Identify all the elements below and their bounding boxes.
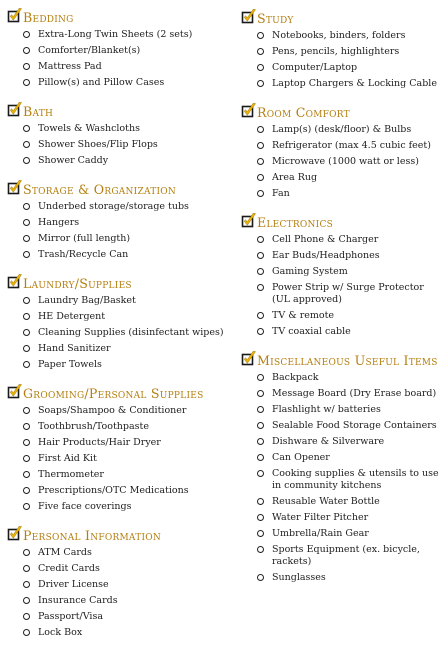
checkmark-box-icon: [241, 8, 257, 26]
checklist-items: [241, 234, 443, 338]
item-label: Dishware & Silverware: [272, 436, 385, 447]
circle-bullet-icon: [257, 514, 264, 521]
item-label: Cell Phone & Charger: [272, 234, 379, 245]
circle-bullet-icon: [257, 174, 264, 181]
section-bedding: [7, 6, 233, 89]
section-laundry: [7, 271, 233, 371]
checklist-item: [7, 233, 233, 245]
circle-bullet-icon: [23, 423, 30, 430]
section-title: Bedding: [23, 10, 74, 25]
checklist-item: [241, 78, 443, 90]
left-column: [7, 6, 233, 645]
circle-bullet-icon: [257, 158, 264, 165]
circle-bullet-icon: [23, 235, 30, 242]
item-label: Comforter/Blanket(s): [38, 45, 141, 56]
section-title: Grooming/Personal Supplies: [23, 386, 204, 401]
circle-bullet-icon: [23, 313, 30, 320]
checklist-item: [241, 282, 443, 306]
section-title: Storage & Organization: [23, 182, 177, 197]
section-title: Bath: [23, 104, 54, 119]
circle-bullet-icon: [23, 439, 30, 446]
checklist-item: [241, 172, 443, 184]
circle-bullet-icon: [23, 345, 30, 352]
item-label: Message Board (Dry Erase board): [272, 388, 437, 399]
section-storage: [7, 177, 233, 261]
checklist-items: [7, 547, 233, 639]
item-label: HE Detergent: [38, 311, 106, 322]
checklist-item: [7, 405, 233, 417]
item-label: Insurance Cards: [38, 595, 118, 606]
item-label: Paper Towels: [38, 359, 102, 370]
checklist-item: [241, 512, 443, 524]
circle-bullet-icon: [257, 454, 264, 461]
item-label: Soaps/Shampoo & Conditioner: [38, 405, 187, 416]
circle-bullet-icon: [257, 438, 264, 445]
checklist-item: [7, 45, 233, 57]
circle-bullet-icon: [257, 328, 264, 335]
checklist-item: [241, 188, 443, 200]
section-title: Laundry/Supplies: [23, 276, 132, 291]
circle-bullet-icon: [23, 251, 30, 258]
checklist-item: [241, 572, 443, 584]
section-heading: [241, 348, 443, 368]
section-title: Room Comfort: [257, 105, 350, 120]
circle-bullet-icon: [257, 498, 264, 505]
section-study: [241, 6, 443, 90]
section-title: Electronics: [257, 215, 334, 230]
circle-bullet-icon: [257, 390, 264, 397]
checklist-items: [7, 123, 233, 167]
checklist-items: [241, 124, 443, 200]
item-label: Area Rug: [272, 172, 318, 183]
checklist-items: [7, 201, 233, 261]
item-label: Pens, pencils, highlighters: [272, 46, 400, 57]
checklist-item: [7, 421, 233, 433]
section-heading: [241, 210, 443, 230]
item-label: Credit Cards: [38, 563, 100, 574]
checklist-item: [241, 326, 443, 338]
circle-bullet-icon: [23, 407, 30, 414]
checklist-item: [241, 436, 443, 448]
item-label: Mattress Pad: [38, 61, 102, 72]
item-label: Hand Sanitizer: [38, 343, 111, 354]
circle-bullet-icon: [23, 219, 30, 226]
section-heading: [7, 523, 233, 543]
item-label: Hair Products/Hair Dryer: [38, 437, 161, 448]
checklist-item: [7, 217, 233, 229]
checklist-item: [241, 30, 443, 42]
circle-bullet-icon: [257, 142, 264, 149]
section-heading: [7, 271, 233, 291]
checklist-item: [241, 62, 443, 74]
item-label: ATM Cards: [38, 547, 92, 558]
item-label: Five face coverings: [38, 501, 132, 512]
checklist-item: [7, 501, 233, 513]
checklist-item: [7, 611, 233, 623]
checklist-item: [241, 46, 443, 58]
circle-bullet-icon: [23, 565, 30, 572]
checkmark-box-icon: [241, 102, 257, 120]
circle-bullet-icon: [23, 31, 30, 38]
section-elec: [241, 210, 443, 338]
circle-bullet-icon: [257, 374, 264, 381]
circle-bullet-icon: [23, 297, 30, 304]
circle-bullet-icon: [23, 503, 30, 510]
circle-bullet-icon: [23, 361, 30, 368]
item-label: Lamp(s) (desk/floor) & Bulbs: [272, 124, 412, 135]
section-misc: [241, 348, 443, 584]
checklist-item: [7, 155, 233, 167]
item-label: Computer/Laptop: [272, 62, 358, 73]
item-label: Thermometer: [38, 469, 104, 480]
item-label: Ear Buds/Headphones: [272, 250, 380, 261]
circle-bullet-icon: [23, 487, 30, 494]
circle-bullet-icon: [257, 190, 264, 197]
checklist-items: [7, 29, 233, 89]
item-label: Lock Box: [38, 627, 83, 638]
item-label: Cooking supplies & utensils to use in community kitchens: [272, 468, 439, 491]
circle-bullet-icon: [23, 597, 30, 604]
circle-bullet-icon: [23, 549, 30, 556]
circle-bullet-icon: [23, 141, 30, 148]
item-label: Umbrella/Rain Gear: [272, 528, 369, 539]
item-label: Gaming System: [272, 266, 348, 277]
checkmark-box-icon: [7, 101, 23, 119]
circle-bullet-icon: [257, 268, 264, 275]
item-label: Notebooks, binders, folders: [272, 30, 406, 41]
section-title: Study: [257, 11, 294, 26]
checklist-item: [7, 201, 233, 213]
item-label: Shower Caddy: [38, 155, 109, 166]
checkmark-box-icon: [241, 350, 257, 368]
checklist-item: [241, 310, 443, 322]
checklist-item: [241, 234, 443, 246]
circle-bullet-icon: [257, 32, 264, 39]
circle-bullet-icon: [257, 470, 264, 477]
checklist-item: [7, 311, 233, 323]
item-label: Backpack: [272, 372, 319, 383]
circle-bullet-icon: [23, 203, 30, 210]
checklist-item: [7, 295, 233, 307]
item-label: Flashlight w/ batteries: [272, 404, 381, 415]
checklist-item: [241, 388, 443, 400]
checklist-item: [241, 156, 443, 168]
checklist-item: [7, 485, 233, 497]
circle-bullet-icon: [257, 236, 264, 243]
circle-bullet-icon: [23, 455, 30, 462]
checklist-items: [7, 295, 233, 371]
circle-bullet-icon: [257, 546, 264, 553]
item-label: Microwave (1000 watt or less): [272, 156, 419, 167]
item-label: Towels & Washcloths: [38, 123, 140, 134]
item-label: TV coaxial cable: [272, 326, 351, 337]
checklist-item: [241, 468, 443, 492]
checklist-item: [241, 372, 443, 384]
checklist-item: [7, 437, 233, 449]
item-label: Water Filter Pitcher: [272, 512, 369, 523]
circle-bullet-icon: [257, 80, 264, 87]
checklist-item: [7, 579, 233, 591]
section-personal: [7, 523, 233, 639]
checklist-item: [7, 139, 233, 151]
checklist-item: [7, 77, 233, 89]
checklist-item: [7, 547, 233, 559]
checklist-item: [7, 359, 233, 371]
circle-bullet-icon: [23, 629, 30, 636]
item-label: First Aid Kit: [38, 453, 97, 464]
item-label: Pillow(s) and Pillow Cases: [38, 77, 165, 88]
circle-bullet-icon: [23, 329, 30, 336]
circle-bullet-icon: [257, 284, 264, 291]
checklist-item: [7, 469, 233, 481]
checklist-item: [7, 627, 233, 639]
item-label: Sunglasses: [272, 572, 326, 583]
checklist-item: [241, 496, 443, 508]
checklist-item: [241, 124, 443, 136]
item-label: Reusable Water Bottle: [272, 496, 380, 507]
checklist-item: [7, 343, 233, 355]
section-heading: [7, 99, 233, 119]
circle-bullet-icon: [23, 471, 30, 478]
item-label: Passport/Visa: [38, 611, 104, 622]
circle-bullet-icon: [257, 126, 264, 133]
checkmark-box-icon: [7, 273, 23, 291]
section-heading: [7, 6, 233, 25]
checklist-items: [241, 30, 443, 90]
item-label: Underbed storage/storage tubs: [38, 201, 189, 212]
item-label: Refrigerator (max 4.5 cubic feet): [272, 140, 431, 151]
circle-bullet-icon: [23, 613, 30, 620]
item-label: Power Strip w/ Surge Protector (UL approved): [272, 282, 424, 305]
item-label: Trash/Recycle Can: [38, 249, 129, 260]
circle-bullet-icon: [257, 574, 264, 581]
checklist-item: [7, 453, 233, 465]
right-column: [241, 6, 443, 590]
checklist-item: [7, 61, 233, 73]
item-label: Laptop Chargers & Locking Cable: [272, 78, 437, 89]
circle-bullet-icon: [23, 47, 30, 54]
section-heading: [7, 177, 233, 197]
checklist-item: [241, 250, 443, 262]
checklist-item: [241, 140, 443, 152]
circle-bullet-icon: [257, 530, 264, 537]
checklist-item: [7, 327, 233, 339]
circle-bullet-icon: [23, 79, 30, 86]
circle-bullet-icon: [23, 125, 30, 132]
item-label: Hangers: [38, 217, 80, 228]
item-label: Shower Shoes/Flip Flops: [38, 139, 158, 150]
checklist-item: [241, 404, 443, 416]
checklist-item: [7, 563, 233, 575]
item-label: Can Opener: [272, 452, 330, 463]
circle-bullet-icon: [257, 48, 264, 55]
section-heading: [241, 6, 443, 26]
circle-bullet-icon: [257, 406, 264, 413]
checklist-items: [241, 372, 443, 584]
checklist-item: [241, 452, 443, 464]
checkmark-box-icon: [241, 212, 257, 230]
item-label: Prescriptions/OTC Medications: [38, 485, 189, 496]
checklist-item: [241, 528, 443, 540]
item-label: Sports Equipment (ex. bicycle, rackets): [272, 544, 420, 567]
checklist-item: [7, 249, 233, 261]
section-heading: [7, 381, 233, 401]
circle-bullet-icon: [257, 312, 264, 319]
checkmark-box-icon: [7, 525, 23, 543]
item-label: Cleaning Supplies (disinfectant wipes): [38, 327, 224, 338]
section-room: [241, 100, 443, 200]
checkmark-box-icon: [7, 383, 23, 401]
checklist-item: [241, 544, 443, 568]
checklist-item: [7, 123, 233, 135]
item-label: TV & remote: [272, 310, 335, 321]
item-label: Mirror (full length): [38, 233, 131, 244]
circle-bullet-icon: [257, 422, 264, 429]
circle-bullet-icon: [23, 63, 30, 70]
item-label: Laundry Bag/Basket: [38, 295, 136, 306]
checklist-item: [7, 29, 233, 41]
circle-bullet-icon: [23, 581, 30, 588]
item-label: Toothbrush/Toothpaste: [38, 421, 149, 432]
section-title: Personal Information: [23, 528, 162, 543]
checkmark-box-icon: [7, 7, 23, 25]
item-label: Fan: [272, 188, 290, 199]
checklist-item: [241, 420, 443, 432]
checklist-items: [7, 405, 233, 513]
checkmark-box-icon: [7, 179, 23, 197]
circle-bullet-icon: [257, 252, 264, 259]
checklist-item: [241, 266, 443, 278]
section-bath: [7, 99, 233, 167]
item-label: Sealable Food Storage Containers: [272, 420, 437, 431]
checklist-item: [7, 595, 233, 607]
item-label: Driver License: [38, 579, 109, 590]
section-heading: [241, 100, 443, 120]
circle-bullet-icon: [257, 64, 264, 71]
item-label: Extra-Long Twin Sheets (2 sets): [38, 29, 193, 40]
section-title: Miscellaneous Useful Items: [257, 353, 438, 368]
circle-bullet-icon: [23, 157, 30, 164]
section-grooming: [7, 381, 233, 513]
